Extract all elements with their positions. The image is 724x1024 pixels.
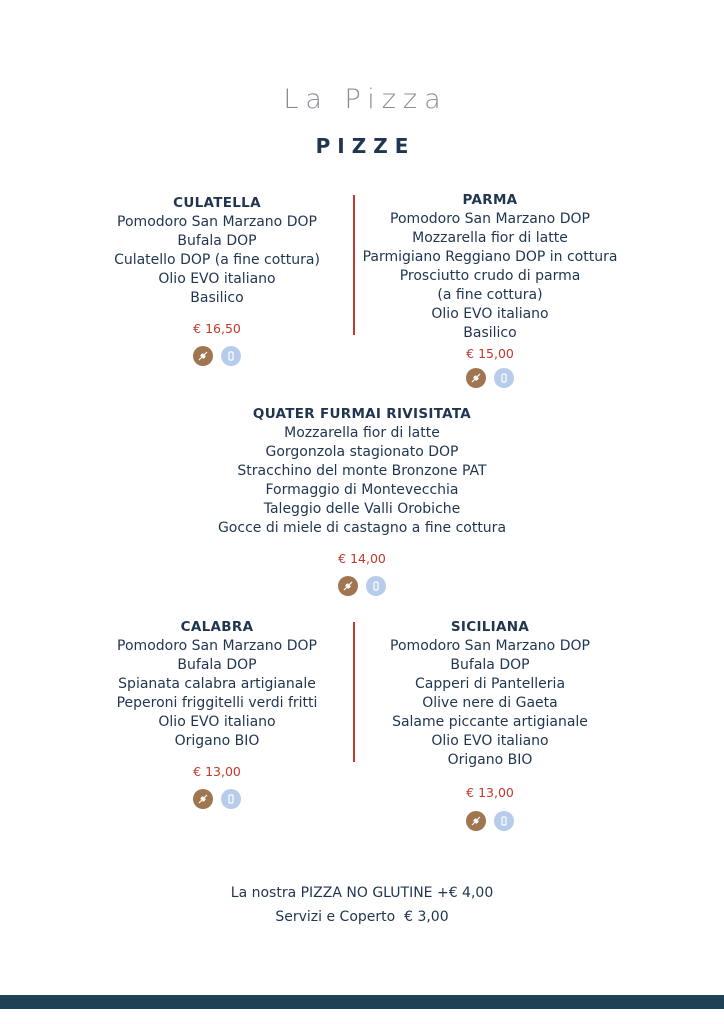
ingredient: Pomodoro San Marzano DOP: [117, 214, 317, 230]
menu-item-siciliana: [360, 618, 620, 831]
allergen-icons: [72, 789, 362, 809]
item-name: SICILIANA: [450, 619, 530, 635]
ingredient: Olio EVO italiano: [431, 733, 549, 749]
allergen-icons: [360, 368, 620, 388]
ingredient: Peperoni friggitelli verdi fritti: [116, 695, 318, 711]
ingredient: Salame piccante artigianale: [392, 714, 588, 730]
ingredient: Pomodoro San Marzano DOP: [390, 211, 590, 227]
ingredient: Taleggio delle Valli Orobiche: [263, 501, 461, 517]
menu-item-calabra: [72, 618, 362, 809]
lactose-icon: [221, 789, 241, 809]
menu-item-quater-furmai: [162, 405, 562, 596]
ingredient: Olio EVO italiano: [431, 306, 549, 322]
item-price: € 13,00: [193, 764, 241, 779]
ingredient: Origano BIO: [174, 733, 260, 749]
ingredient: Olio EVO italiano: [158, 714, 276, 730]
wheat-icon: [193, 346, 213, 366]
page-title: La Pizza: [283, 84, 448, 115]
lactose-icon: [366, 576, 386, 596]
item-name: PARMA: [462, 192, 518, 208]
ingredient: Capperi di Pantelleria: [414, 676, 566, 692]
ingredient: Mozzarella fior di latte: [412, 230, 568, 246]
ingredient: Basilico: [463, 325, 517, 341]
wheat-icon: [466, 368, 486, 388]
menu-item-culatella: [72, 194, 362, 366]
ingredient: Bufala DOP: [450, 657, 530, 673]
wheat-icon: [338, 576, 358, 596]
column-divider: [353, 195, 355, 335]
lactose-icon: [494, 368, 514, 388]
section-title: PIZZE: [315, 134, 416, 158]
gluten-free-note: La nostra PIZZA NO GLUTINE +€ 4,00: [230, 885, 494, 901]
item-name: CALABRA: [180, 619, 254, 635]
ingredient: Prosciutto crudo di parma: [399, 268, 581, 284]
allergen-icons: [72, 346, 362, 366]
ingredient: Olive nere di Gaeta: [422, 695, 558, 711]
service-charge-note: Servizi e Coperto € 3,00: [275, 909, 449, 925]
allergen-icons: [360, 811, 620, 831]
item-name: CULATELLA: [173, 195, 261, 211]
lactose-icon: [221, 346, 241, 366]
ingredient: Olio EVO italiano: [158, 271, 276, 287]
item-price: € 14,00: [338, 551, 386, 566]
ingredient: Spianata calabra artigianale: [118, 676, 316, 692]
menu-item-parma: [360, 191, 620, 388]
ingredient: Bufala DOP: [177, 233, 257, 249]
ingredient: Basilico: [190, 290, 244, 306]
wheat-icon: [193, 789, 213, 809]
ingredient: Bufala DOP: [177, 657, 257, 673]
ingredient: Stracchino del monte Bronzone PAT: [237, 463, 487, 479]
item-price: € 15,00: [466, 346, 514, 361]
ingredient: Gorgonzola stagionato DOP: [265, 444, 459, 460]
ingredient: Origano BIO: [447, 752, 533, 768]
item-name: QUATER FURMAI RIVISITATA: [252, 406, 472, 422]
ingredient: Parmigiano Reggiano DOP in cottura: [362, 249, 618, 265]
ingredient: Gocce di miele di castagno a fine cottura: [217, 520, 507, 536]
item-price: € 16,50: [193, 321, 241, 336]
ingredient: (a fine cottura): [437, 287, 543, 303]
ingredient: Mozzarella fior di latte: [284, 425, 440, 441]
ingredient: Pomodoro San Marzano DOP: [390, 638, 590, 654]
ingredient: Culatello DOP (a fine cottura): [114, 252, 320, 268]
allergen-icons: [162, 576, 562, 596]
lactose-icon: [494, 811, 514, 831]
column-divider: [353, 622, 355, 762]
ingredient: Formaggio di Montevecchia: [265, 482, 459, 498]
item-price: € 13,00: [466, 785, 514, 800]
footer-bar: [0, 995, 724, 1009]
ingredient: Pomodoro San Marzano DOP: [117, 638, 317, 654]
wheat-icon: [466, 811, 486, 831]
